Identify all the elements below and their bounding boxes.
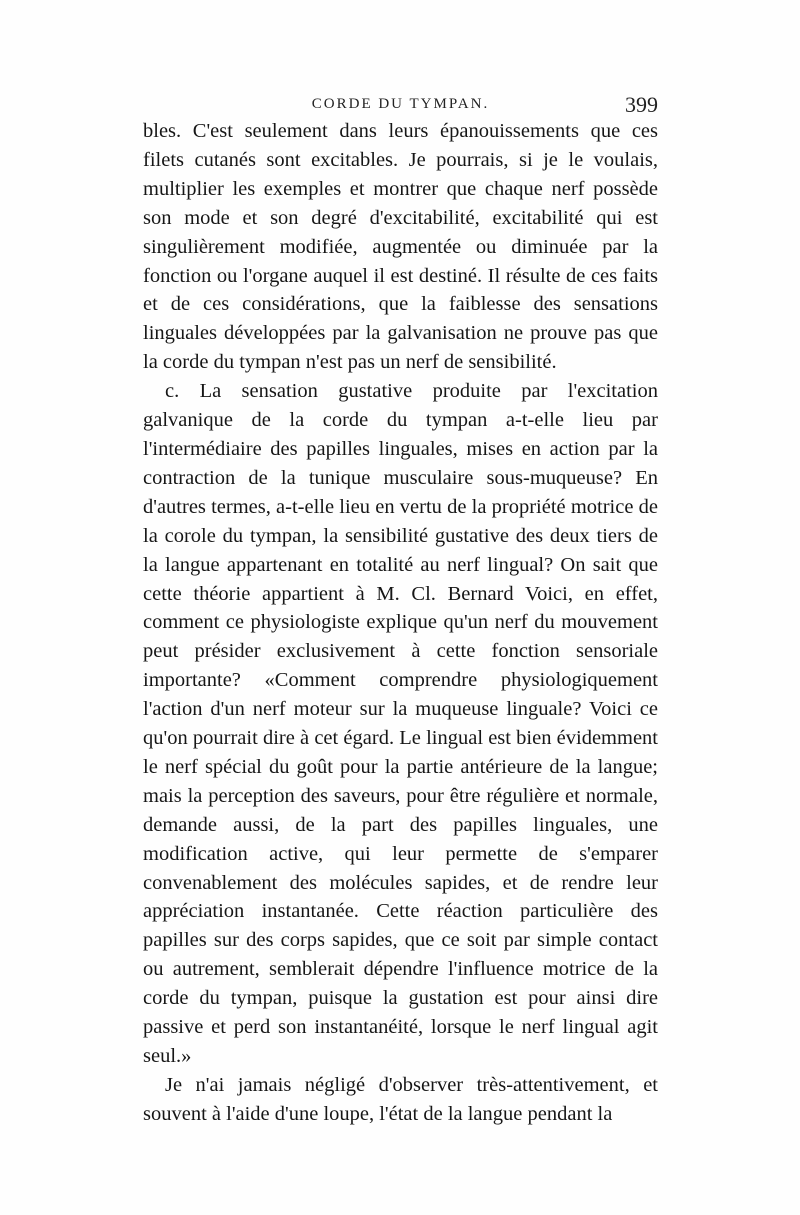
paragraph-1: bles. C'est seulement dans leurs épanouissements que ces filets cutanés sont excitables. Je pourrais, si je le voulais, multiplier les exemples et montrer que chaque nerf possède son mode et son degré d'excitabilité, excitabilité qui est singulièrement modifiée, augmentée ou diminuée par la fonction ou l'organe auquel il est destiné. Il résulte de ces faits et de ces considérations, que la faiblesse des sensations linguales développées par la galvanisation ne prouve pas que la corde du tympan n'est pas un nerf de sensibilité. xyxy=(143,120,658,374)
paragraph-3: Je n'ai jamais négligé d'observer très-attentivement, et souvent à l'aide d'une loupe, l'état de la langue pendant la xyxy=(143,1073,658,1125)
page-number: 399 xyxy=(625,92,658,117)
body-text xyxy=(143,117,658,1129)
paragraph-2: c. La sensation gustative produite par l'excitation galvanique de la corde du tympan a-t-elle lieu par l'intermédiaire des papilles linguales, mises en action par la contraction de la tunique musculaire sous-muqueuse? En d'autres termes, a-t-elle lieu en vertu de la propriété motrice de la corole du tympan, la sensibilité gustative des deux tiers de la langue appartenant en totalité au nerf lingual? On sait que cette théorie appartient à M. Cl. Bernard Voici, en effet, comment ce physiologiste explique qu'un nerf du mouvement peut présider exclusivement à cette fonction sensoriale importante? «Comment comprendre physiologiquement l'action d'un nerf moteur sur la muqueuse linguale? Voici ce qu'on pourrait dire à cet égard. Le lingual est bien évidemment le nerf spécial du goût pour la partie antérieure de la langue; mais la perception des saveurs, pour être régulière et normale, demande aussi, de la part des papilles linguales, une modification active, qui leur permette de s'emparer convenablement des molécules sapides, et de rendre leur appréciation instantanée. Cette réaction particulière des papilles sur des corps sapides, que ce soit par simple contact ou autrement, semblerait dépendre l'influence motrice de la corde du tympan, puisque la gustation est pour ainsi dire passive et perd son instantanéité, lorsque le nerf lingual agit seul.» xyxy=(143,380,658,1067)
running-title: CORDE DU TYMPAN. xyxy=(311,96,490,112)
